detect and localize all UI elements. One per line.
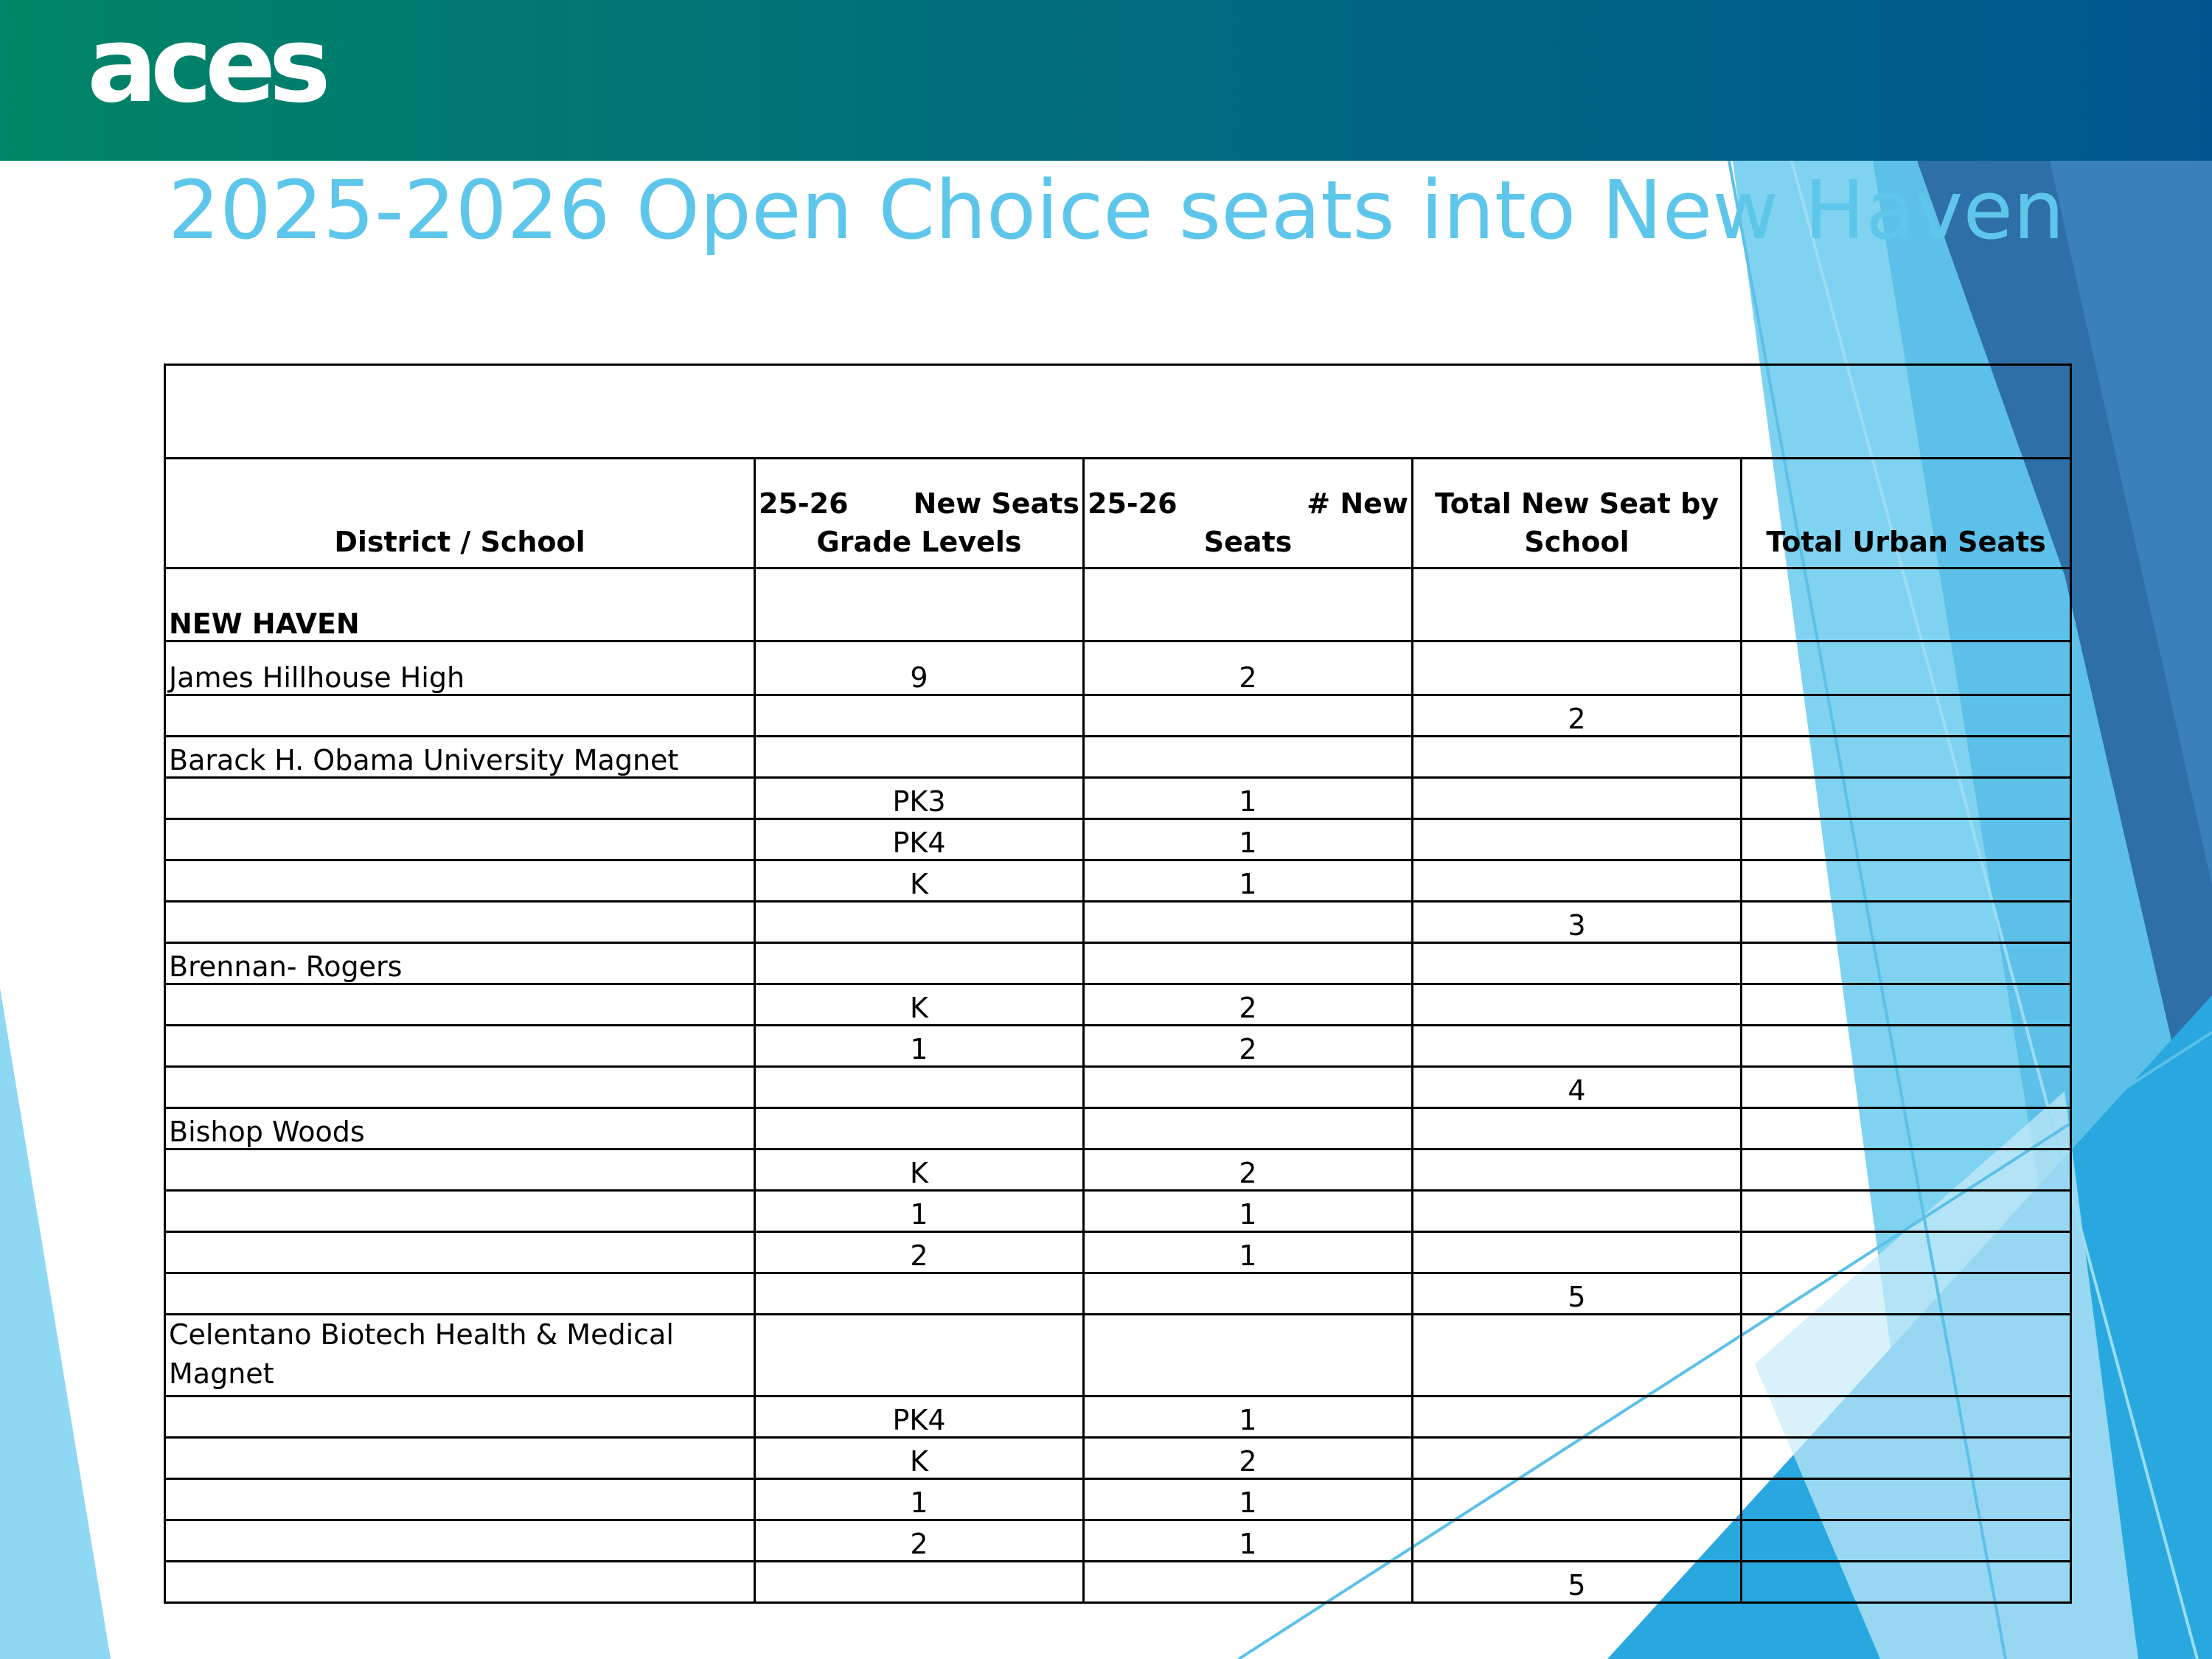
urban-cell — [1742, 860, 2071, 902]
grade-cell — [755, 902, 1084, 943]
grade-cell: K — [755, 984, 1084, 1026]
urban-cell — [1742, 778, 2071, 819]
urban-cell — [1742, 695, 2071, 737]
urban-cell — [1742, 1108, 2071, 1150]
school-cell — [165, 1397, 755, 1438]
table-row — [165, 943, 2071, 984]
district-row — [165, 568, 2071, 641]
urban-cell — [1742, 1026, 2071, 1067]
urban-cell — [1742, 1067, 2071, 1108]
grade-cell: 9 — [755, 641, 1084, 695]
school-cell — [165, 984, 755, 1026]
total-cell — [1413, 1397, 1742, 1438]
table-row — [165, 1232, 2071, 1273]
table-row — [165, 737, 2071, 778]
total-cell — [1413, 737, 1742, 778]
grade-cell — [755, 737, 1084, 778]
table-row — [165, 984, 2071, 1026]
urban-cell — [1742, 1232, 2071, 1273]
header-grade-new-seats: New Seats — [913, 487, 1079, 521]
seats-cell: 1 — [1084, 860, 1413, 902]
grade-cell: 1 — [755, 1191, 1084, 1232]
grade-cell: PK3 — [755, 778, 1084, 819]
table-row — [165, 1520, 2071, 1562]
table-row — [165, 695, 2071, 737]
table-row — [165, 1397, 2071, 1438]
total-cell — [1413, 860, 1742, 902]
school-cell — [165, 1479, 755, 1520]
grade-cell — [755, 1273, 1084, 1315]
grade-cell: PK4 — [755, 819, 1084, 860]
seats-cell — [1084, 1273, 1413, 1315]
table-row — [165, 1150, 2071, 1191]
grade-cell: K — [755, 1438, 1084, 1479]
left-shape — [0, 988, 111, 1659]
total-cell — [1413, 641, 1742, 695]
total-cell — [1413, 1108, 1742, 1150]
school-cell — [165, 1438, 755, 1479]
table-row — [165, 902, 2071, 943]
district-name: NEW HAVEN — [165, 568, 755, 641]
total-cell — [1413, 778, 1742, 819]
seats-cell — [1084, 1562, 1413, 1603]
seats-table — [164, 364, 2072, 1604]
school-cell: Celentano Biotech Health & Medical Magnet — [165, 1315, 755, 1397]
urban-cell — [1742, 1438, 2071, 1479]
seats-cell — [1084, 1067, 1413, 1108]
seats-cell: 1 — [1084, 1520, 1413, 1562]
urban-cell — [1742, 819, 2071, 860]
school-cell — [165, 1026, 755, 1067]
total-cell — [1413, 1479, 1742, 1520]
seats-cell: 2 — [1084, 1150, 1413, 1191]
urban-cell — [1742, 641, 2071, 695]
seats-cell: 1 — [1084, 1232, 1413, 1273]
page-title: 2025-2026 Open Choice seats into New Haven — [168, 163, 2065, 257]
urban-cell — [1742, 1479, 2071, 1520]
school-cell — [165, 695, 755, 737]
grade-cell: 2 — [755, 1520, 1084, 1562]
school-cell — [165, 1562, 755, 1603]
urban-cell — [1742, 737, 2071, 778]
seats-cell — [1084, 902, 1413, 943]
total-cell: 2 — [1413, 695, 1742, 737]
urban-cell — [1742, 984, 2071, 1026]
total-cell — [1413, 1026, 1742, 1067]
table-row — [165, 1108, 2071, 1150]
header-total-urban: Total Urban Seats — [1742, 459, 2071, 568]
table-header-row — [165, 459, 2071, 568]
urban-cell — [1742, 1273, 2071, 1315]
grade-cell: K — [755, 1150, 1084, 1191]
grade-cell: 1 — [755, 1479, 1084, 1520]
grade-cell — [755, 695, 1084, 737]
grade-cell — [755, 943, 1084, 984]
table-row — [165, 1191, 2071, 1232]
total-cell — [1413, 819, 1742, 860]
urban-cell — [1742, 1397, 2071, 1438]
school-cell: Brennan- Rogers — [165, 943, 755, 984]
school-cell: Bishop Woods — [165, 1108, 755, 1150]
header-grade-levels — [755, 459, 1084, 568]
header-district-school: District / School — [165, 459, 755, 568]
header-new-seats — [1084, 459, 1413, 568]
urban-cell — [1742, 1150, 2071, 1191]
total-cell — [1413, 1520, 1742, 1562]
table-row — [165, 1315, 2071, 1397]
total-cell: 5 — [1413, 1562, 1742, 1603]
seats-cell: 2 — [1084, 641, 1413, 695]
urban-cell — [1742, 1191, 2071, 1232]
header-grade-year: 25-26 — [759, 487, 849, 521]
header-seats-year: 25-26 — [1088, 487, 1178, 521]
grade-cell: PK4 — [755, 1397, 1084, 1438]
school-cell — [165, 1520, 755, 1562]
urban-cell — [1742, 1520, 2071, 1562]
seats-cell: 1 — [1084, 778, 1413, 819]
table-row — [165, 778, 2071, 819]
table-row — [165, 1067, 2071, 1108]
table-top-blank-row — [165, 365, 2071, 459]
total-cell — [1413, 1191, 1742, 1232]
school-cell — [165, 1232, 755, 1273]
header-total-by-school-top: Total New Seat by — [1434, 487, 1719, 521]
grade-cell — [755, 1315, 1084, 1397]
seats-cell: 2 — [1084, 984, 1413, 1026]
school-cell — [165, 819, 755, 860]
school-cell — [165, 1150, 755, 1191]
school-cell — [165, 1067, 755, 1108]
total-cell — [1413, 943, 1742, 984]
total-cell: 5 — [1413, 1273, 1742, 1315]
urban-cell — [1742, 902, 2071, 943]
grade-cell: K — [755, 860, 1084, 902]
school-cell: Barack H. Obama University Magnet — [165, 737, 755, 778]
urban-cell — [1742, 943, 2071, 984]
total-cell: 4 — [1413, 1067, 1742, 1108]
seats-cell — [1084, 1315, 1413, 1397]
header-seats-label: Seats — [1203, 525, 1293, 558]
school-cell — [165, 1191, 755, 1232]
seats-cell: 1 — [1084, 1397, 1413, 1438]
table-row — [165, 1026, 2071, 1067]
total-cell — [1413, 1315, 1742, 1397]
aces-logo: aces — [87, 4, 324, 126]
grade-cell — [755, 1108, 1084, 1150]
header-grade-levels-label: Grade Levels — [816, 525, 1022, 558]
seats-cell — [1084, 695, 1413, 737]
total-cell — [1413, 984, 1742, 1026]
table-row — [165, 641, 2071, 695]
school-cell — [165, 860, 755, 902]
total-cell — [1413, 1438, 1742, 1479]
seats-cell: 2 — [1084, 1438, 1413, 1479]
header-banner — [0, 0, 2212, 161]
grade-cell: 2 — [755, 1232, 1084, 1273]
header-total-by-school-bottom: School — [1524, 525, 1630, 558]
seats-cell — [1084, 1108, 1413, 1150]
table-row — [165, 860, 2071, 902]
seats-cell: 1 — [1084, 1479, 1413, 1520]
table-row — [165, 1479, 2071, 1520]
seats-cell: 1 — [1084, 1191, 1413, 1232]
grade-cell — [755, 1562, 1084, 1603]
table-row — [165, 1273, 2071, 1315]
seats-cell: 2 — [1084, 1026, 1413, 1067]
header-seats-number: # New — [1307, 487, 1408, 521]
grade-cell — [755, 1067, 1084, 1108]
total-cell: 3 — [1413, 902, 1742, 943]
header-total-by-school — [1413, 459, 1742, 568]
seats-cell: 1 — [1084, 819, 1413, 860]
seats-cell — [1084, 943, 1413, 984]
table-row — [165, 1562, 2071, 1603]
table-row — [165, 1438, 2071, 1479]
school-cell: James Hillhouse High — [165, 641, 755, 695]
school-cell — [165, 1273, 755, 1315]
table-row — [165, 819, 2071, 860]
grade-cell: 1 — [755, 1026, 1084, 1067]
school-cell — [165, 902, 755, 943]
total-cell — [1413, 1150, 1742, 1191]
urban-cell — [1742, 1315, 2071, 1397]
urban-cell — [1742, 1562, 2071, 1603]
total-cell — [1413, 1232, 1742, 1273]
seats-cell — [1084, 737, 1413, 778]
school-cell — [165, 778, 755, 819]
